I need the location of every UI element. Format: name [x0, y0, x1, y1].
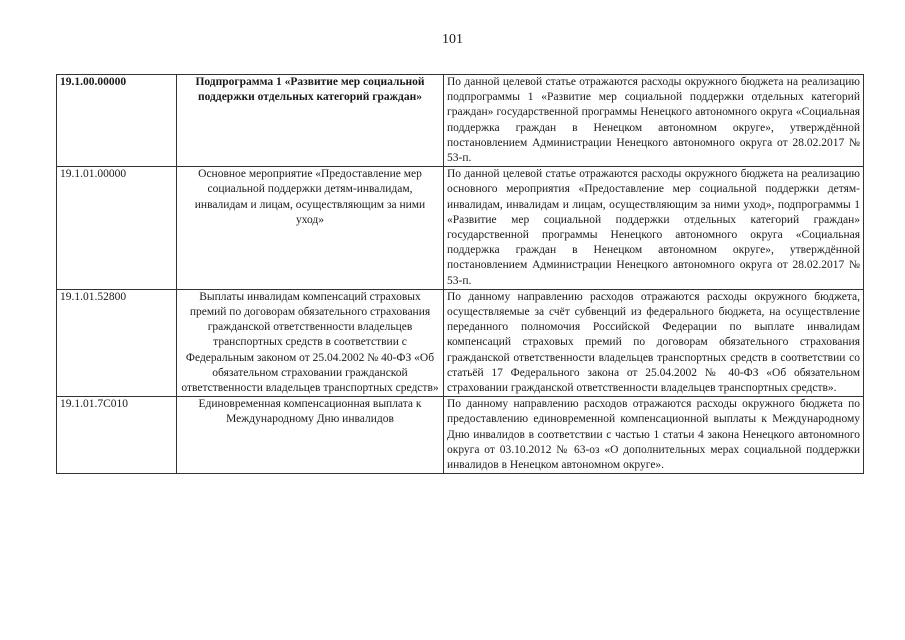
table-row	[57, 397, 864, 474]
table-row	[57, 289, 864, 396]
name-cell: Подпрограмма 1 «Развитие мер социальной поддержки отдельных категорий граждан»	[177, 75, 444, 167]
table-row	[57, 167, 864, 290]
description-cell: По данной целевой статье отражаются расходы окружного бюджета на реализацию подпрограммы 1 «Развитие мер социальной поддержки отдельных категорий граждан» государственной программы Ненецкого автономного округа «Социальная поддержка граждан в Ненецком автономном округе», утверждённой постановлением Администрации Ненецкого автономного округа от 28.02.2017 № 53-п.	[444, 75, 864, 167]
code-cell: 19.1.00.00000	[57, 75, 177, 167]
name-cell: Выплаты инвалидам компенсаций страховых премий по договорам обязательного страхования гражданской ответственности владельцев транспортных средств в соответствии с Федеральным законом от 25.04.2002 № 40-ФЗ «Об обязательном страховании гражданской ответственности владельцев транспортных средств»	[177, 289, 444, 396]
budget-classification-table	[56, 74, 864, 474]
name-cell: Основное мероприятие «Предоставление мер социальной поддержки детям-инвалидам, инвалидам и лицам, осуществляющим за ними уход»	[177, 167, 444, 290]
code-cell: 19.1.01.00000	[57, 167, 177, 290]
code-cell: 19.1.01.52800	[57, 289, 177, 396]
page-number: 101	[442, 32, 463, 47]
name-cell: Единовременная компенсационная выплата к Международному Дню инвалидов	[177, 397, 444, 474]
table-row	[57, 75, 864, 167]
code-cell: 19.1.01.7С010	[57, 397, 177, 474]
description-cell: По данной целевой статье отражаются расходы окружного бюджета на реализацию основного мероприятия «Предоставление мер социальной поддержки детям-инвалидам, инвалидам и лицам, осуществляющим за ними уход», подпрограммы 1 «Развитие мер социальной поддержки отдельных категорий граждан» государственной программы Ненецкого автономного округа «Социальная поддержка граждан в Ненецком автономном округе», утверждённой постановлением Администрации Ненецкого автономного округа от 28.02.2017 № 53-п.	[444, 167, 864, 290]
description-cell: По данному направлению расходов отражаются расходы окружного бюджета, осуществляемые за счёт субвенций из федерального бюджета, на осуществление переданного полномочия Российской Федерации по выплате инвалидам компенсаций страховых премий по договорам обязательного страхования гражданской ответственности владельцев транспортных средств в соответствии со статьёй 17 Федерального закона от 25.04.2002 № 40-ФЗ «Об обязательном страховании гражданской ответственности владельцев транспортных средств».	[444, 289, 864, 396]
description-cell: По данному направлению расходов отражаются расходы окружного бюджета по предоставлению единовременной компенсационной выплаты к Международному Дню инвалидов в соответствии с частью 1 статьи 4 закона Ненецкого автономного округа от 03.10.2012 № 63-оз «О дополнительных мерах социальной поддержки инвалидов в Ненецком автономном округе».	[444, 397, 864, 474]
